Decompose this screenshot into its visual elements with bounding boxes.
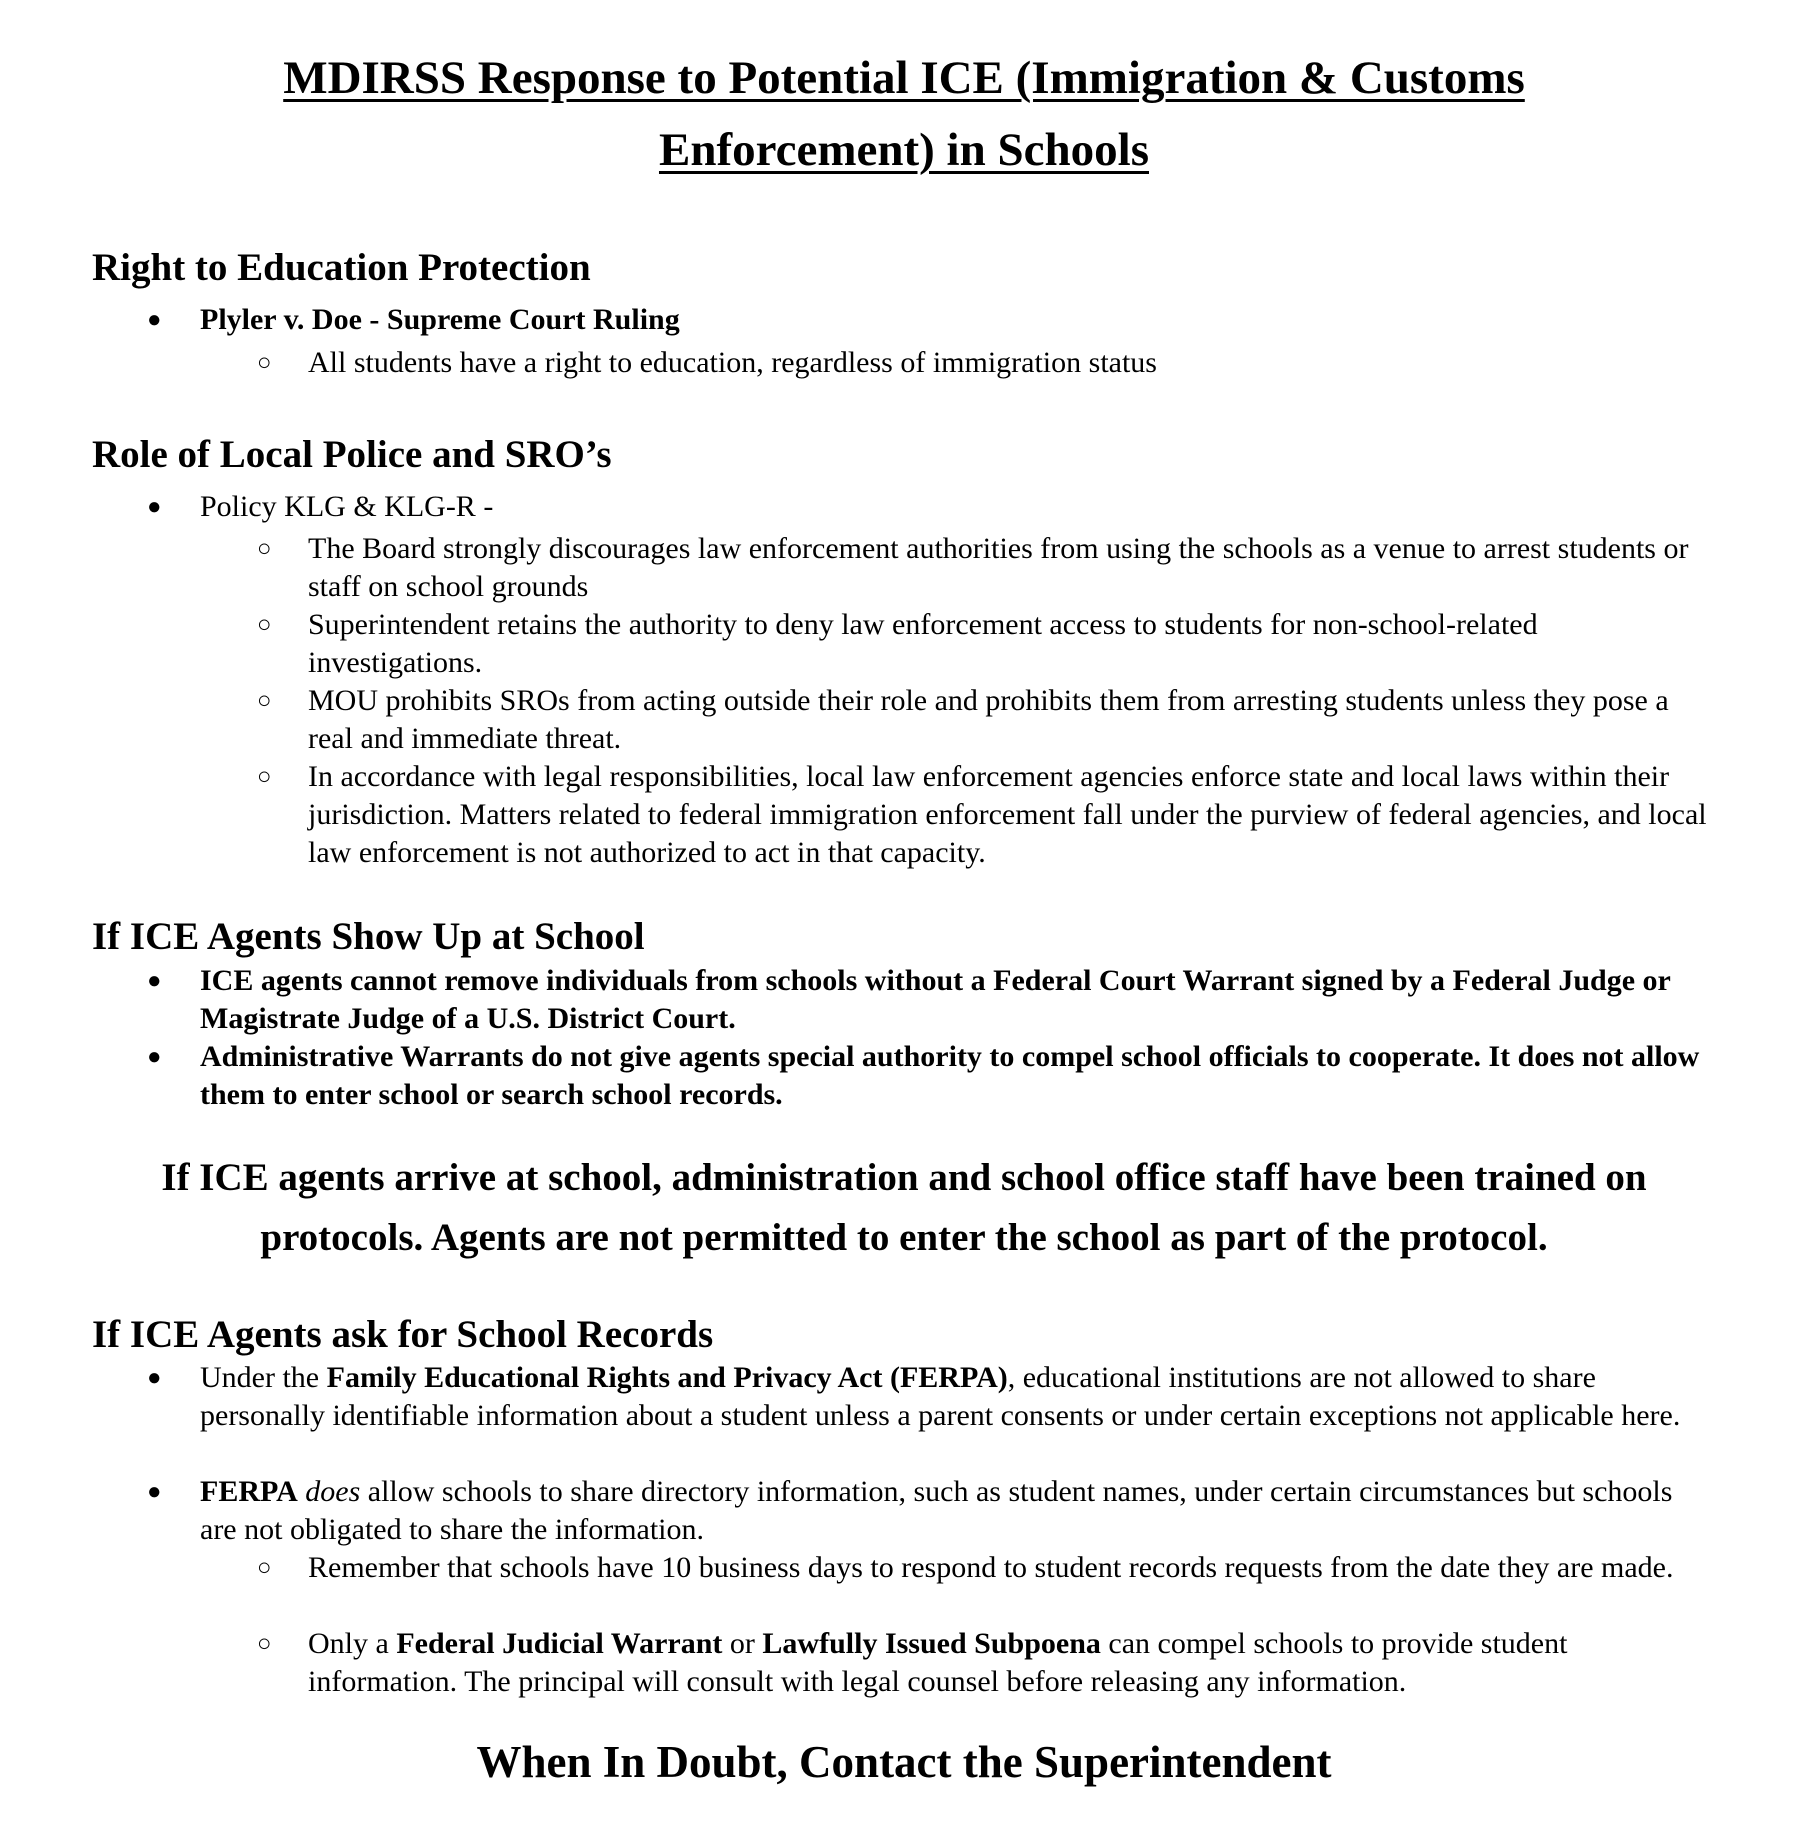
- protocol-statement: [80, 1148, 1728, 1268]
- bullet-ferpa-directory: [200, 1473, 1710, 1549]
- bullet-filled: ●: [147, 968, 162, 994]
- protocol-statement-line-1: If ICE agents arrive at school, administration and school office staff have been trained on: [161, 1156, 1647, 1199]
- closing-statement: When In Doubt, Contact the Superintendent: [476, 1737, 1332, 1787]
- bullet-filled: ●: [147, 1365, 162, 1391]
- sub-bullet-board-discourages: The Board strongly discourages law enforcement authorities from using the schools as a venue to arrest students or staff on school grounds: [308, 532, 1689, 603]
- bullet-filled: ●: [147, 307, 162, 333]
- bullet-hollow: ○: [257, 536, 272, 562]
- bullet-filled: ●: [147, 1044, 162, 1070]
- bullet-hollow: ○: [257, 764, 272, 790]
- federal-judicial-warrant: Federal Judicial Warrant: [396, 1627, 723, 1660]
- document-title: [92, 42, 1716, 186]
- heading-right-to-education: Right to Education Protection: [92, 246, 591, 289]
- bullet-hollow: ○: [257, 350, 272, 376]
- bullet-ferpa-privacy: [200, 1359, 1710, 1435]
- bullet-policy-klg: Policy KLG & KLG-R -: [200, 490, 494, 523]
- text-fragment: can compel schools to provide student information. The principal will consult with legal counsel before releasing any information.: [308, 1627, 1568, 1698]
- bullet-filled: ●: [147, 1479, 162, 1505]
- heading-school-records: If ICE Agents ask for School Records: [92, 1313, 714, 1356]
- bullet-hollow: ○: [257, 612, 272, 638]
- document-title-line-1: MDIRSS Response to Potential ICE (Immigration & Customs: [283, 52, 1525, 104]
- bullet-administrative-warrants: Administrative Warrants do not give agents special authority to compel school officials to cooperate. It does not allow them to enter school or search school records.: [200, 1040, 1700, 1111]
- text-fragment: , educational institutions are not allowed to share personally identifiable information about a student unless a parent consents or under certain exceptions not applicable here.: [200, 1361, 1681, 1432]
- ferpa-act-name: Family Educational Rights and Privacy Act (FERPA): [326, 1361, 1008, 1394]
- sub-bullet-mou-sros: MOU prohibits SROs from acting outside their role and prohibits them from arresting students unless they pose a real and immediate threat.: [308, 684, 1669, 755]
- bullet-federal-court-warrant: ICE agents cannot remove individuals from schools without a Federal Court Warrant signed by a Federal Judge or Magistrate Judge of a U.S. District Court.: [200, 964, 1671, 1035]
- bullet-filled: ●: [147, 494, 162, 520]
- bullet-hollow: ○: [257, 1631, 272, 1657]
- sub-bullet-ten-business-days: Remember that schools have 10 business days to respond to student records requests from the date they are made.: [308, 1551, 1674, 1584]
- sub-bullet-right-to-education: All students have a right to education, regardless of immigration status: [308, 346, 1157, 379]
- text-fragment: Only a: [308, 1627, 397, 1660]
- document-title-line-2: Enforcement) in Schools: [658, 124, 1149, 176]
- protocol-statement-line-2: protocols. Agents are not permitted to enter the school as part of the protocol.: [260, 1216, 1548, 1259]
- bullet-hollow: ○: [257, 688, 272, 714]
- heading-ice-show-up: If ICE Agents Show Up at School: [92, 915, 645, 958]
- text-fragment: allow schools to share directory information, such as student names, under certain circumstances but schools are not obligated to share the information.: [200, 1475, 1673, 1546]
- bullet-hollow: ○: [257, 1555, 272, 1581]
- bullet-plyler-v-doe: Plyler v. Doe - Supreme Court Ruling: [200, 303, 680, 336]
- text-fragment: or: [722, 1627, 763, 1660]
- emphasis-does: does: [305, 1475, 361, 1508]
- sub-bullet-superintendent-authority: Superintendent retains the authority to deny law enforcement access to students for non-school-related investigations.: [308, 608, 1538, 679]
- sub-bullet-local-law-enforcement: In accordance with legal responsibilities, local law enforcement agencies enforce state and local laws within their jurisdiction. Matters related to federal immigration enforcement fall under the purview of federal agencies, and local law enforcement is not authorized to act in that capacity.: [308, 760, 1707, 869]
- text-fragment: Under the: [200, 1361, 327, 1394]
- sub-bullet-judicial-warrant: [308, 1625, 1708, 1701]
- ferpa-term: FERPA: [200, 1475, 298, 1508]
- heading-role-of-local-police: Role of Local Police and SRO’s: [92, 433, 612, 476]
- lawfully-issued-subpoena: Lawfully Issued Subpoena: [762, 1627, 1101, 1660]
